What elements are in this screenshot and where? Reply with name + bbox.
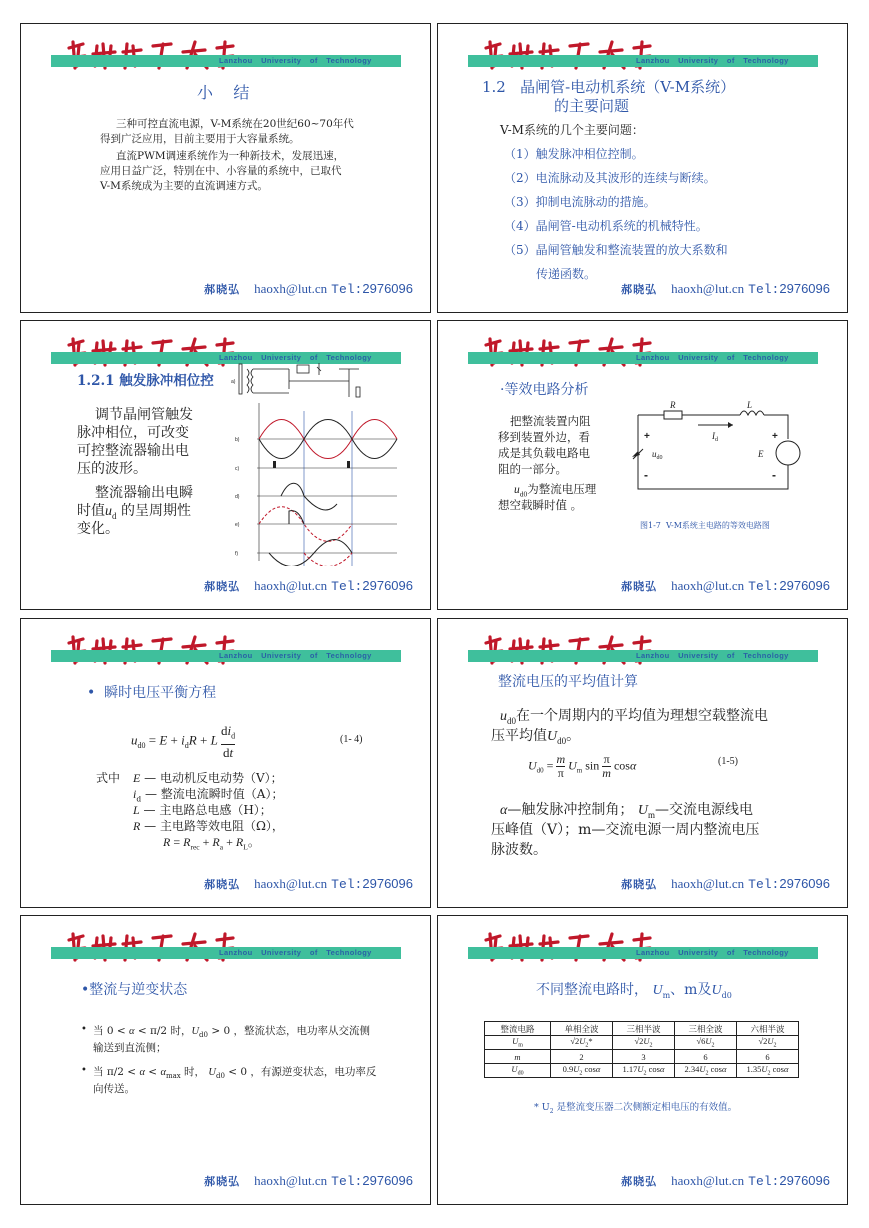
bullet-line: 当 0 < α < π/2 时，$U_{d0} > 0$ ，整流状态，电功率从交流侧 [93,1025,370,1040]
intro-text: V-M系统的几个主要问题： [500,123,644,137]
slide-title-line1: 1.2 晶闸管-电动机系统（V-M系统） [482,78,736,96]
university-name: Lanzhou University of Technology [219,948,372,957]
university-name: Lanzhou University of Technology [636,353,789,362]
current-label: $I_d$ [712,431,718,443]
panel-label: c) [235,466,240,472]
tel-label: Tel: [748,877,780,892]
footer [204,578,413,594]
table-cell: $√2U_2$ [613,1036,675,1050]
tel-label: Tel: [331,282,363,297]
paragraph-line: 移到装置外边，看 [498,430,590,444]
slide-rectify-invert [20,915,431,1205]
paragraph-line: $u_{d0}$为整流电压理 [514,482,597,499]
table-cell: $1.17U_2$ cosα [613,1064,675,1078]
university-name: Lanzhou University of Technology [219,353,372,362]
author-name: 郝晓弘 [204,1175,241,1188]
minus-sign: - [772,468,776,482]
tel-number: 2976096 [362,876,413,891]
equation-1-4: $u_{d0} = E + i_dR + L$ $di_d$ dt [131,723,236,760]
tel-label: Tel: [748,282,780,297]
list-item: （3）抑制电流脉动的措施。 [504,195,656,209]
university-name: Lanzhou University of Technology [219,56,372,65]
paragraph-line: 调节晶闸管触发 [95,407,193,423]
footer [204,876,413,892]
bullet-line: 当 $\pi/2 < \alpha < \alpha_{max}$ 时， $U_{d0} < 0$ ，有源逆变状态，电功率反 [93,1066,377,1081]
slide-equivalent-circuit [437,320,848,610]
slide-title: 不同整流电路时， $U_m$、m及$U_{d0}$ [536,982,732,1000]
rectifier-circuit-diagram [239,363,360,397]
paragraph-line: 脉波数。 [491,842,547,858]
author-name: 郝晓弘 [621,1175,658,1188]
panel-label: b) [235,437,240,443]
table-cell: $U_{d0}$ [485,1064,551,1078]
paragraph-line: 想空载瞬时值 。 [498,498,583,512]
paragraph-line: 可控整流器输出电 [77,443,189,459]
voltage-label: $u_{d0}$ [652,449,663,461]
email[interactable]: haoxh@lut.cn [254,1173,328,1188]
author-name: 郝晓弘 [621,283,658,296]
paragraph-line: 压峰值（V）；m—交流电源一周内整流电压 [491,822,760,838]
table-header-cell: 整流电路 [485,1022,551,1036]
footer [621,876,830,892]
section-heading: ·等效电路分析 [500,382,589,398]
paragraph-line: 脉冲相位，可改变 [77,425,189,441]
resistor-label: R [670,400,676,410]
footer [204,1173,413,1189]
waveform-figure [229,361,399,566]
definition-line: $i_d$ — 整流电流瞬时值（A）； [133,787,284,804]
tel-label: Tel: [331,579,363,594]
slide-rectifier-comparison [437,915,848,1205]
paragraph-line: $u_{d0}$在一个周期内的平均值为理想空载整流电 [500,708,768,726]
table-cell: $2.34U_2$ cosα [675,1064,737,1078]
tel-label: Tel: [331,1174,363,1189]
panel-label: a) [231,379,236,385]
table-cell: $√6U_2$ [675,1036,737,1050]
tel-label: Tel: [331,877,363,892]
email[interactable]: haoxh@lut.cn [254,281,328,296]
equation-number: (1- 4) [340,734,363,745]
panel-label: f) [235,551,239,557]
tel-label: Tel: [748,1174,780,1189]
table-header-cell: 三相全波 [675,1022,737,1036]
table-cell: m [485,1050,551,1064]
rectifier-comparison-table [484,1021,799,1078]
university-name: Lanzhou University of Technology [636,651,789,660]
list-item: （2）电流脉动及其波形的连续与断续。 [504,171,716,185]
resistor-symbol [664,411,682,419]
section-heading: • 瞬时电压平衡方程 [87,685,217,701]
slide-title: 小 结 [197,83,250,102]
paragraph-line: 直流PWM调速系统作为一种新技术，发展迅速， [116,150,345,162]
table-cell: $√2U_2$ [737,1036,799,1050]
slide-voltage-balance [20,618,431,908]
paragraph-line: V-M系统成为主要的直流调速方式。 [100,180,268,192]
email[interactable]: haoxh@lut.cn [671,1173,745,1188]
tel-number: 2976096 [779,1173,830,1188]
table-header-cell: 单相全波 [551,1022,613,1036]
list-item: （1）触发脉冲相位控制。 [504,147,644,161]
list-item-continued: 传递函数。 [536,267,597,281]
tel-number: 2976096 [362,281,413,296]
email[interactable]: haoxh@lut.cn [671,281,745,296]
author-name: 郝晓弘 [621,878,658,891]
table-cell: $√2U_2*$ [551,1036,613,1050]
bullet-dot: • [81,1024,87,1035]
tel-label: Tel: [748,579,780,594]
minus-sign: - [644,468,648,482]
bullet-line: 输送到直流侧； [93,1042,167,1054]
table-cell: 2 [551,1050,613,1064]
table-cell: $0.9U_2$ cosα [551,1064,613,1078]
inductor-symbol [740,411,764,415]
panel-label: d) [235,494,240,500]
author-name: 郝晓弘 [204,580,241,593]
where-label: 式中 [96,771,121,785]
paragraph-line: 压平均值$U_{d0}$。 [491,728,581,746]
inductor-label: L [747,400,753,410]
email[interactable]: haoxh@lut.cn [671,876,745,891]
slide-summary [20,23,431,313]
section-heading: 整流电压的平均值计算 [498,674,638,690]
table-cell: $U_m$ [485,1036,551,1050]
equation-number: (1-5) [718,756,738,767]
paragraph-line: 把整流装置内阻 [510,414,591,428]
section-heading: •整流与逆变状态 [81,982,188,998]
paragraph-line: 成是其负载电路电 [498,446,590,460]
tel-number: 2976096 [779,281,830,296]
footer [621,1173,830,1189]
author-name: 郝晓弘 [204,878,241,891]
list-item: （5）晶闸管触发和整流装置的放大系数和 [504,243,728,257]
plus-sign: + [644,431,650,442]
university-name: Lanzhou University of Technology [219,651,372,660]
table-header-cell: 三相半波 [613,1022,675,1036]
bullet-line: 向传送。 [93,1083,135,1095]
slide-trigger-phase [20,320,431,610]
equation-1-5: $U_{d0}$ = $\frac{m}{\pi}$ $U_m$ sin $\frac{\pi}{m}$ cosα [528,752,637,780]
author-name: 郝晓弘 [621,580,658,593]
tel-number: 2976096 [362,578,413,593]
tel-number: 2976096 [779,578,830,593]
back-emf-source [776,441,800,465]
footer [621,281,830,297]
table-row [485,1050,799,1064]
paragraph-line: 整流器输出电瞬 [95,485,193,501]
table-cell: $1.35U_2$ cosα [737,1064,799,1078]
panel-label: e) [235,522,240,528]
paragraph-line: 应用日益广泛，特别在中、小容量的系统中，已取代 [100,165,342,177]
table-cell: 6 [737,1050,799,1064]
resistance-sum-equation: $R = R_{rec} + R_a + R_L$。 [163,835,260,852]
university-name: Lanzhou University of Technology [636,948,789,957]
paragraph-line: 三种可控直流电源，V-M系统在20世纪60~70年代 [116,118,354,130]
plus-sign: + [772,431,778,442]
email[interactable]: haoxh@lut.cn [254,578,328,593]
paragraph-line: 阻的一部分。 [498,462,567,476]
university-name: Lanzhou University of Technology [636,56,789,65]
table-row [485,1064,799,1078]
table-cell: 3 [613,1050,675,1064]
emf-label: E [758,449,764,459]
definition-line: R — 主电路等效电阻（Ω）， [133,819,284,833]
table-header-cell: 六相半波 [737,1022,799,1036]
slide-vm-problems [437,23,848,313]
list-item: （4）晶闸管-电动机系统的机械特性。 [504,219,708,233]
table-header-row [485,1022,799,1036]
bullet-dot: • [81,1065,87,1076]
footer [621,578,830,594]
figure-caption: 图1-7 V-M系统主电路的等效电路图 [640,521,770,530]
table-cell: 6 [675,1050,737,1064]
definition-line: L — 主电路总电感（H）； [133,803,272,817]
paragraph-line: 得到广泛应用，目前主要用于大容量系统。 [100,133,300,145]
table-row [485,1036,799,1050]
section-heading: 1.2.1 触发脉冲相位控 [77,369,218,389]
paragraph-line: 变化。 [77,521,119,537]
email[interactable]: haoxh@lut.cn [671,578,745,593]
tel-number: 2976096 [779,876,830,891]
slide-average-voltage [437,618,848,908]
tel-number: 2976096 [362,1173,413,1188]
equivalent-circuit-diagram [628,399,808,499]
paragraph-line: 压的波形。 [77,461,147,477]
paragraph-line: α—触发脉冲控制角； $U_m—$交流电源线电 [500,802,753,820]
author-name: 郝晓弘 [204,283,241,296]
table-footnote: * $U_2$ 是整流变压器二次侧额定相电压的有效值。 [534,1102,738,1115]
footer [204,281,413,297]
email[interactable]: haoxh@lut.cn [254,876,328,891]
paragraph-line: 时值$u_d$ 的呈周期性 [77,503,191,521]
definition-line: E — 电动机反电动势（V）； [133,771,283,785]
slide-title-line2: 的主要问题 [554,97,630,115]
